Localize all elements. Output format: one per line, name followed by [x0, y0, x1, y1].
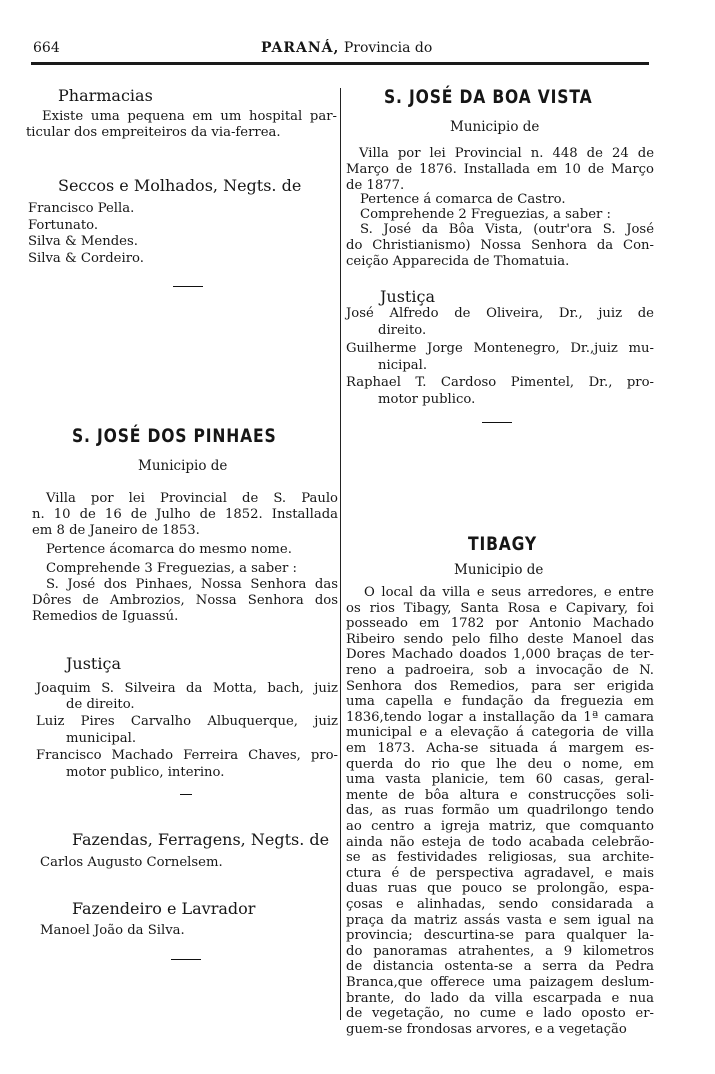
tibagy-line: os rios Tibagy, Santa Rosa e Capivary, foi: [346, 600, 654, 616]
pinhaes-justica-line: Luiz Pires Carvalho Albuquerque, juiz: [36, 714, 338, 729]
tibagy-subtitle: Municipio de: [454, 562, 544, 578]
pinhaes-subtitle: Municipio de: [138, 458, 228, 474]
section-divider: [482, 422, 512, 423]
boa-vista-justica-line: José Alfredo de Oliveira, Dr., juiz de: [346, 306, 654, 321]
pinhaes-justica-line: de direito.: [66, 697, 135, 712]
tibagy-line: provincia; descurtina-se para qualquer la-: [346, 928, 654, 944]
tibagy-line: em 1873. Acha-se situada á margem es-: [346, 741, 654, 756]
tibagy-line: Ribeiro sendo pelo filho deste Manoel das: [346, 631, 654, 647]
seccos-name: Silva & Cordeiro.: [28, 251, 144, 266]
tibagy-line: do panoramas atrahentes, a 9 kilometros: [346, 943, 654, 959]
tibagy-line: uma capella e fundação da freguezia em: [346, 694, 654, 710]
pharmacias-line-1: Existe uma pequena em um hospital par-: [42, 109, 337, 124]
tibagy-line: praça da matriz assás vasta e sem igual na: [346, 912, 654, 928]
section-divider: [180, 794, 192, 795]
boa-vista-justica-line: Raphael T. Cardoso Pimentel, Dr., pro-: [346, 375, 654, 390]
fazendeiro-name: Manoel João da Silva.: [40, 923, 185, 938]
tibagy-line: das, as ruas formão um quadrilongo tendo: [346, 803, 654, 819]
column-divider: [340, 88, 341, 1020]
tibagy-line: uma vasta planicie, tem 60 casas, geral-: [346, 772, 654, 788]
fazendas-heading: Fazendas, Ferragens, Negts. de: [72, 830, 330, 849]
seccos-name: Silva & Mendes.: [28, 234, 138, 249]
boa-vista-justica-line: direito.: [378, 323, 427, 338]
pinhaes-line: S. José dos Pinhaes, Nossa Senhora das: [46, 577, 338, 592]
tibagy-line: ao centro a igreja matriz, que comquanto: [346, 819, 654, 834]
tibagy-title: TIBAGY: [468, 533, 538, 555]
pharmacias-heading: Pharmacias: [58, 86, 153, 105]
boa-vista-line: Comprehende 2 Freguezias, a saber :: [360, 207, 611, 222]
fazendeiro-heading: Fazendeiro e Lavrador: [72, 899, 256, 918]
tibagy-line: brante, do lado da villa escarpada e nua: [346, 990, 654, 1006]
header-rule: [31, 62, 649, 65]
boa-vista-line: do Christianismo) Nossa Senhora da Con-: [346, 238, 654, 253]
section-divider: [171, 959, 201, 960]
tibagy-line: ctura é de perspectiva agradavel, e mais: [346, 865, 654, 881]
pinhaes-line: Dôres de Ambrozios, Nossa Senhora dos: [32, 593, 338, 608]
tibagy-line: ainda não esteja de todo acabada celebrão-: [346, 834, 654, 850]
pinhaes-justica-line: Joaquim S. Silveira da Motta, bach, juiz: [36, 681, 338, 696]
pinhaes-justica-line: municipal.: [66, 731, 137, 746]
tibagy-line: çosas e alinhadas, sendo considarada a: [346, 897, 654, 912]
pinhaes-line: em 8 de Janeiro de 1853.: [32, 523, 200, 538]
running-title-province: PARANÁ,: [261, 40, 340, 56]
boa-vista-line: S. José da Bôa Vista, (outr'ora S. José: [360, 222, 654, 237]
pinhaes-line: Remedios de Iguassú.: [32, 609, 179, 624]
tibagy-line: reno a padroeira, sob a invocação de N.: [346, 663, 654, 678]
tibagy-line: querda do rio que lhe deu o nome, em: [346, 756, 654, 772]
tibagy-line: se as festividades religiosas, sua archite-: [346, 850, 654, 866]
pinhaes-line: Pertence ácomarca do mesmo nome.: [46, 542, 292, 557]
boa-vista-line: Pertence á comarca de Castro.: [360, 192, 566, 207]
pinhaes-line: n. 10 de 16 de Julho de 1852. Installada: [32, 507, 338, 522]
page-number: 664: [33, 40, 60, 56]
running-title: [261, 40, 432, 56]
tibagy-line: 1836,tendo logar a installação da 1ª camara: [346, 709, 654, 725]
tibagy-line: municipal e a elevação á categoria de villa: [346, 725, 654, 741]
pinhaes-justica-heading: Justiça: [66, 654, 121, 673]
boa-vista-justica-line: motor publico.: [378, 392, 476, 407]
pinhaes-line: Comprehende 3 Freguezias, a saber :: [46, 561, 297, 576]
tibagy-line: guem-se frondosas arvores, e a vegetação: [346, 1021, 627, 1037]
boa-vista-justica-line: Guilherme Jorge Montenegro, Dr.,juiz mu-: [346, 341, 654, 356]
boa-vista-title: S. JOSÉ DA BOA VISTA: [384, 86, 593, 108]
tibagy-line: de vegetação, no cume e lado oposto er-: [346, 1006, 654, 1022]
boa-vista-line: de 1877.: [346, 178, 405, 193]
seccos-heading: Seccos e Molhados, Negts. de: [58, 176, 302, 195]
tibagy-line: Branca,que offerece uma paizagem deslum-: [346, 975, 654, 990]
tibagy-line: Dores Machado doados 1,000 braças de ter-: [346, 647, 654, 663]
tibagy-line: mente de bôa altura e construcções soli-: [346, 787, 654, 803]
boa-vista-justica-heading: Justiça: [380, 287, 435, 306]
tibagy-line: posseado em 1782 por Antonio Machado: [346, 616, 654, 632]
tibagy-line: O local da villa e seus arredores, e entre: [364, 585, 654, 600]
tibagy-line: Senhora dos Remedios, para ser erigida: [346, 678, 654, 694]
pinhaes-justica-line: Francisco Machado Ferreira Chaves, pro-: [36, 748, 338, 763]
boa-vista-subtitle: Municipio de: [450, 119, 540, 135]
section-divider: [173, 286, 203, 287]
pinhaes-title: S. JOSÉ DOS PINHAES: [72, 425, 277, 447]
seccos-name: Fortunato.: [28, 218, 99, 233]
fazendas-name: Carlos Augusto Cornelsem.: [40, 855, 223, 870]
tibagy-line: de distancia ostenta-se a serra da Pedra: [346, 959, 654, 975]
boa-vista-line: Villa por lei Provincial n. 448 de 24 de: [359, 146, 654, 161]
boa-vista-line: ceição Apparecida de Thomatuia.: [346, 254, 570, 269]
pharmacias-line-2: ticular dos empreiteiros da via-ferrea.: [26, 125, 281, 140]
pinhaes-line: Villa por lei Provincial de S. Paulo: [46, 491, 338, 506]
tibagy-line: duas ruas que pouco se prolongão, espa-: [346, 881, 654, 897]
pinhaes-justica-line: motor publico, interino.: [66, 765, 225, 780]
running-title-rest: Provincia do: [343, 40, 433, 56]
boa-vista-justica-line: nicipal.: [378, 358, 428, 373]
seccos-name: Francisco Pella.: [28, 201, 135, 216]
boa-vista-line: Março de 1876. Installada em 10 de Março: [346, 162, 654, 177]
